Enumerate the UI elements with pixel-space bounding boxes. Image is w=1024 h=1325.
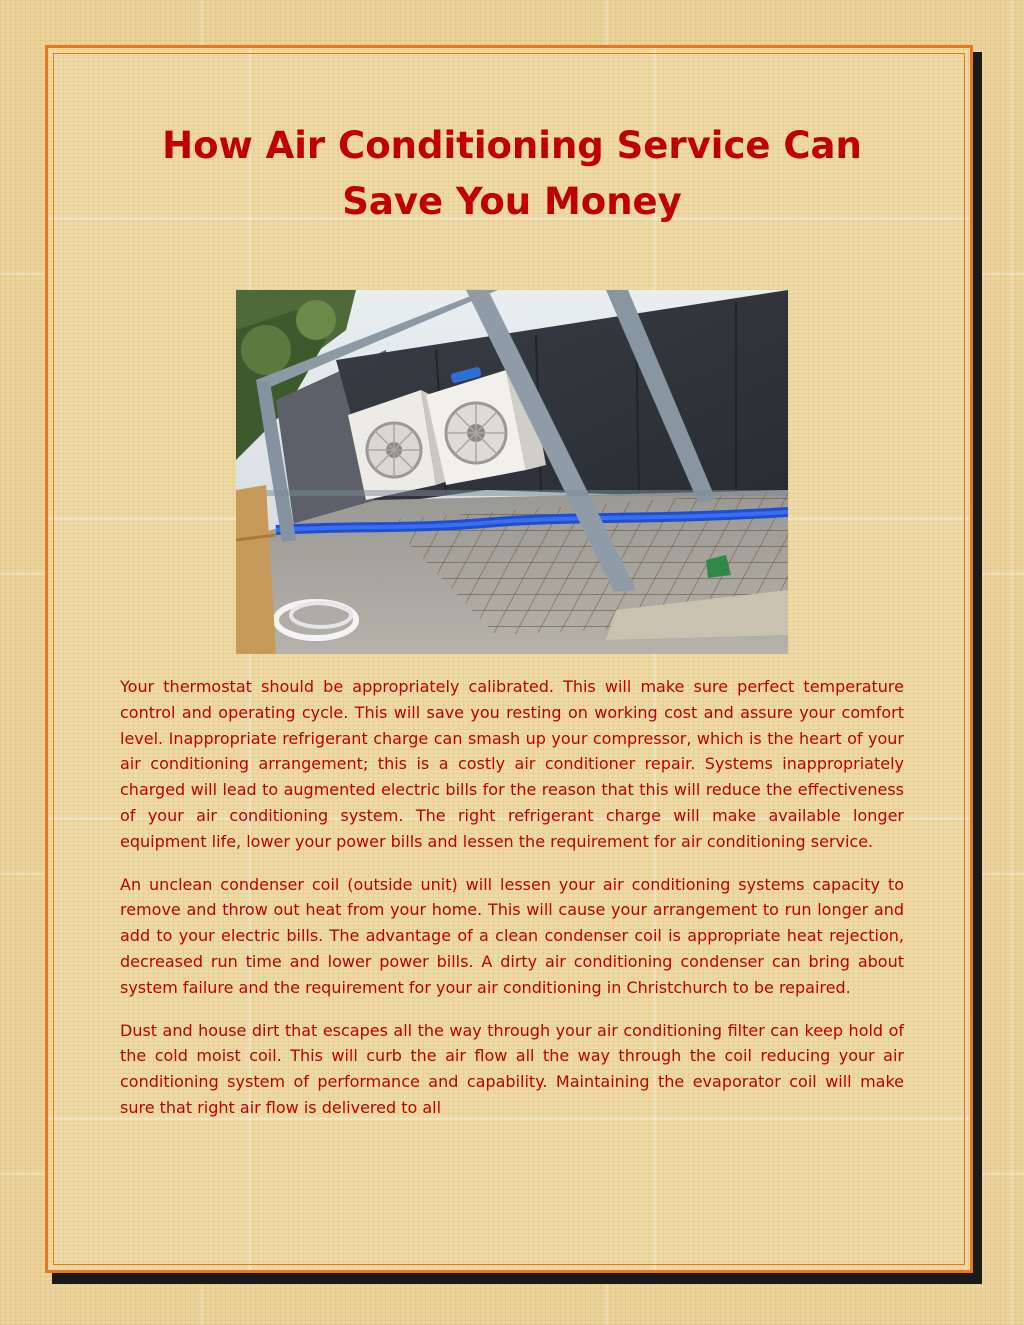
paragraph-3: Dust and house dirt that escapes all the way through your air conditioning filter can keep hold of the cold moist coil. This will curb the air flow all the way through the coil reducing your air conditioning system of performance and capability. Maintaining the evaporator coil will make sure that right air flow is delivered to all (120, 1020, 904, 1117)
article-body (120, 674, 904, 1138)
paragraph-2: An unclean condenser coil (outside unit) will lessen your air conditioning systems capacity to remove and throw out heat from your home. This will cause your arrangement to run longer and add to your electric bills. The advantage of a clean condenser coil is appropriate heat rejection, decreased run time and lower power bills. A dirty air conditioning condenser can bring about system failure and the requirement for your air conditioning in Christchurch to be repaired. (120, 874, 904, 997)
paragraph-1: Your thermostat should be appropriately calibrated. This will make sure perfect temperature control and operating cycle. This will save you resting on working cost and assure your comfort level. Inappropriate refrigerant charge can smash up your compressor, which is the heart of your air conditioning arrangement; this is a costly air conditioner repair. Systems inappropriately charged will lead to augmented electric bills for the reason that this will reduce the effectiveness of your air conditioning system. The right refrigerant charge will make available longer equipment life, lower your power bills and lessen the requirement for air conditioning service. (120, 677, 904, 851)
air-conditioner-units-photo (236, 290, 788, 654)
document-title (100, 118, 924, 230)
title-line-2: Save You Money (342, 180, 682, 223)
title-line-1: How Air Conditioning Service Can (162, 124, 862, 167)
